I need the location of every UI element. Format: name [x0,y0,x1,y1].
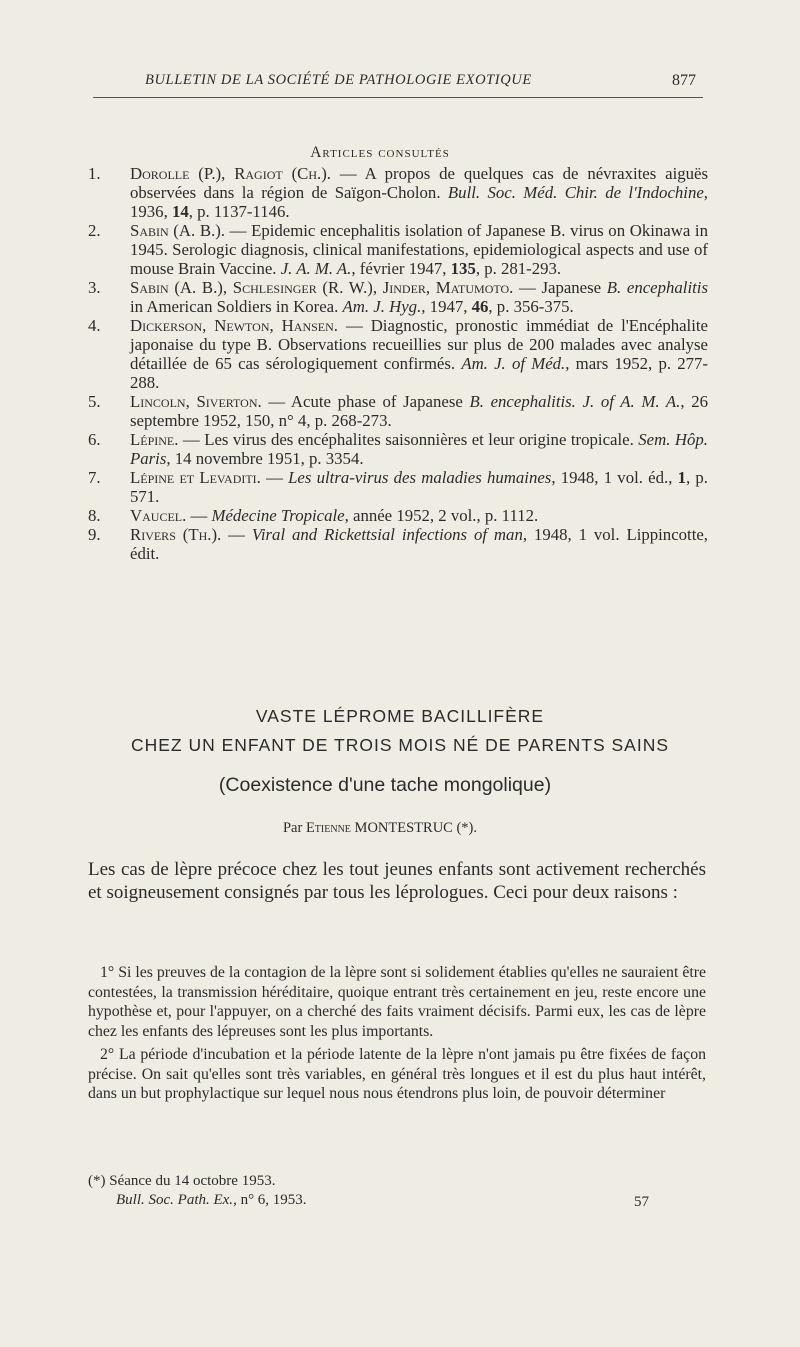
reference-volume: 135 [450,259,476,278]
article-title-line-1: VASTE LÉPROME BACILLIFÈRE [255,706,545,726]
lead-paragraph: Les cas de lèpre précoce chez les tout jeunes enfants sont activement recherchés et soigneusement consignés par tous les léprologues. Ceci pour deux raisons : [88,859,706,903]
article-body [88,963,706,1104]
reference-journal: B. encephalitis [606,278,708,297]
reference-text: — Acute phase of Japanese [261,392,470,411]
reference-number: 2. [88,221,101,240]
reference-year: , février 1947, [351,259,451,278]
reference-journal: Sem. Hôp. Paris [130,430,708,468]
reference-authors: Lépine. [130,430,179,449]
reference-item [88,506,708,525]
reference-item [88,221,708,278]
reference-number: 4. [88,316,101,335]
reference-item [88,468,708,506]
reference-text: — Diagnostic, pronostic immédiat de l'Encéphalite japonaise du type B. Observations recueillies sur plus de 200 malades avec analyse détaillée de 65 cas sérologiquement confirmés. [130,316,708,373]
reference-item [88,430,708,468]
footnote-line-1: (*) Séance du 14 octobre 1953. [88,1173,276,1189]
reference-text: — Les virus des encéphalites saisonnières et leur origine tropicale. [178,430,639,449]
reference-year-2: , 1947, [421,297,472,316]
running-title: BULLETIN DE LA SOCIÉTÉ DE PATHOLOGIE EXOTIQUE [145,72,532,88]
reference-item [88,316,708,392]
reference-pages: , p. 281-293. [475,259,562,278]
reference-authors: Sabin (A. B.), Schlesinger (R. W.), Jinder, Matumoto. [130,278,514,297]
signature-folio: 57 [634,1194,649,1210]
reference-journal-2: Am. J. Hyg. [342,297,422,316]
references-heading: Articles consultés [310,144,450,161]
footnote [88,1172,706,1210]
reference-year: in American Soldiers in Korea. [130,297,343,316]
reference-pages: , année 1952, 2 vol., p. 1112. [344,506,539,525]
reference-text: — Japanese [513,278,607,297]
author-first-name: Etienne [305,820,351,836]
reference-journal: Am. J. of Méd. [461,354,566,373]
reference-number: 3. [88,278,101,297]
byline-prefix: Par [282,820,306,836]
reference-journal: B. encephalitis. J. of A. M. A. [469,392,681,411]
reference-volume: 46 [471,297,489,316]
references-list [88,164,708,563]
reference-text: — [221,525,252,544]
body-paragraph-2: 2° La période d'incubation et la période latente de la lèpre n'ont jamais pu être fixées de façon précise. On sait qu'elles sont très variables, en général très longues et il est du plus haut intérêt, dans un but prophylactique sur lequel nous nous étendrons plus loin, de pouvoir déterminer [88,1046,706,1102]
reference-text: — A propos de quelques cas de névraxites aiguës observées dans la région de Saïgon-Cholon. [130,164,709,202]
reference-number: 6. [88,430,101,449]
reference-item [88,392,708,430]
reference-pages: , 1948, 1 vol. Lippincotte, édit. [130,525,709,563]
article-title-line-2: CHEZ UN ENFANT DE TROIS MOIS NÉ DE PARENTS SAINS [130,735,670,755]
reference-pages: , p. 356-375. [488,297,574,316]
reference-journal: Viral and Rickettsial infections of man [251,525,523,544]
reference-item [88,164,708,221]
reference-text: — [186,506,212,525]
reference-year: , 1948, 1 vol. éd., [551,468,678,487]
reference-number: 1. [88,164,101,183]
reference-item [88,278,708,316]
reference-authors: Rivers (Th.). [130,525,222,544]
reference-journal: Bull. Soc. Méd. Chir. de l'Indochine [447,183,704,202]
reference-number: 5. [88,392,101,411]
reference-volume: 1 [677,468,686,487]
reference-volume: 14 [171,202,189,221]
body-paragraph-1: 1° Si les preuves de la contagion de la lèpre sont si solidement établies qu'elles ne sauraient être contestées, la transmission héréditaire, quoique entrant très certainement en jeu, reste encore une hypothèse et, pour l'appuyer, on a cherché des faits vraiment décisifs. Parmi eux, les cas de lèpre chez les enfants des lépreuses sont les plus importants. [88,964,706,1040]
reference-journal: Médecine Tropicale [211,506,345,525]
reference-pages: , 14 novembre 1951, p. 3354. [166,449,364,468]
reference-authors: Dickerson, Newton, Hansen. [130,316,338,335]
reference-authors: Sabin (A. B.). [130,221,226,240]
reference-text: — Epidemic encephalitis isolation of Japanese B. virus on Okinawa in 1945. Serologic diagnosis, clinical manifestations, epidemiological aspects and use of mouse Brain Vaccine. [130,221,708,278]
footnote-line-2 [88,1191,706,1210]
reference-item [88,525,708,563]
page-number: 877 [672,72,696,89]
reference-authors: Lépine et Levaditi. [130,468,261,487]
header-rule [93,97,703,98]
reference-journal: Les ultra-virus des maladies humaines [288,468,552,487]
author-last-name: MONTESTRUC (*). [350,820,477,836]
reference-authors: Lincoln, Siverton. [130,392,262,411]
footnote-tail: , n° 6, 1953. [233,1192,307,1208]
article-lead [88,858,706,904]
reference-journal: J. A. M. A. [280,259,352,278]
reference-number: 7. [88,468,101,487]
reference-pages: , p. 571. [130,468,708,506]
footnote-journal: Bull. Soc. Path. Ex. [116,1192,234,1208]
reference-number: 8. [88,506,101,525]
reference-text: — [260,468,289,487]
reference-year: , 1936, [130,183,708,221]
reference-pages: , mars 1952, p. 277-288. [130,354,709,392]
reference-authors: Vaucel. [130,506,187,525]
reference-pages: , 26 septembre 1952, 150, n° 4, p. 268-273. [130,392,709,430]
reference-number: 9. [88,525,101,544]
article-byline [0,820,760,837]
reference-pages: , p. 1137-1146. [188,202,290,221]
reference-authors: Dorolle (P.), Ragiot (Ch.). [130,164,331,183]
article-subtitle: (Coexistence d'une tache mongolique) [218,774,552,796]
